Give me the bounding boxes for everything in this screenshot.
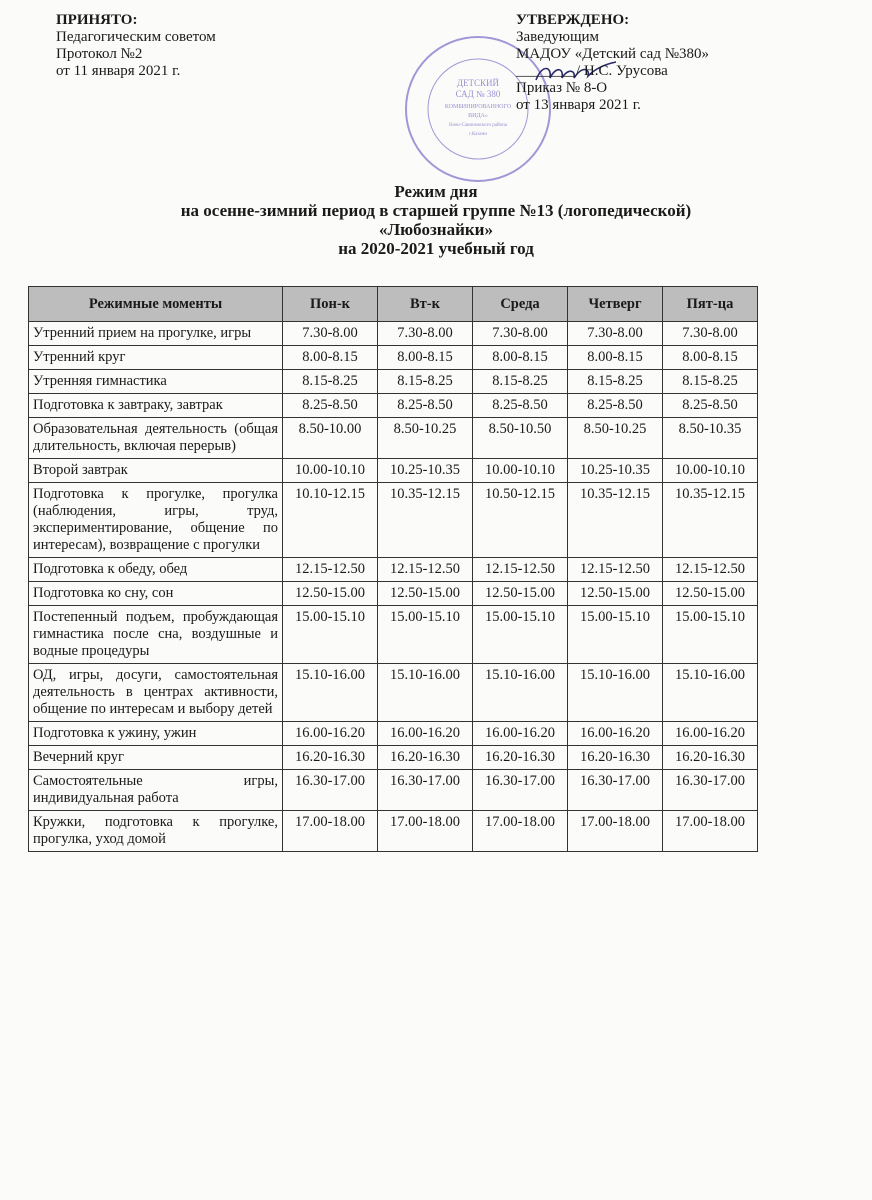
title-line: на осенне-зимний период в старшей группе №13 (логопедической)	[180, 201, 692, 220]
time-cell: 8.50-10.35	[663, 418, 758, 459]
time-cell: 12.50-15.00	[663, 582, 758, 606]
time-cell: 8.25-8.50	[663, 394, 758, 418]
time-cell: 17.00-18.00	[283, 811, 378, 852]
time-cell: 16.30-17.00	[663, 770, 758, 811]
time-cell: 12.50-15.00	[378, 582, 473, 606]
time-cell: 8.00-8.15	[568, 346, 663, 370]
time-cell: 16.20-16.30	[568, 746, 663, 770]
time-cell: 8.50-10.25	[378, 418, 473, 459]
activity-cell: Кружки, подготовка к прогулке, прогулка, уход домой	[29, 811, 283, 852]
title-line: Режим дня	[394, 182, 478, 201]
time-cell: 8.50-10.00	[283, 418, 378, 459]
time-cell: 16.30-17.00	[378, 770, 473, 811]
time-cell: 16.30-17.00	[283, 770, 378, 811]
activity-cell: Утренний прием на прогулке, игры	[29, 322, 283, 346]
time-cell: 16.00-16.20	[378, 722, 473, 746]
time-cell: 10.35-12.15	[378, 483, 473, 558]
time-cell: 17.00-18.00	[473, 811, 568, 852]
table-row	[29, 558, 758, 582]
time-cell: 15.10-16.00	[473, 664, 568, 722]
time-cell: 8.00-8.15	[283, 346, 378, 370]
approved-heading: УТВЕРЖДЕНО:	[516, 12, 630, 28]
time-cell: 10.10-12.15	[283, 483, 378, 558]
table-row	[29, 459, 758, 483]
time-cell: 8.00-8.15	[663, 346, 758, 370]
time-cell: 16.00-16.20	[663, 722, 758, 746]
time-cell: 7.30-8.00	[568, 322, 663, 346]
svg-text:САД № 380: САД № 380	[455, 89, 501, 99]
time-cell: 15.10-16.00	[283, 664, 378, 722]
svg-text:Ново-Савиновского района: Ново-Савиновского района	[448, 123, 508, 128]
time-cell: 16.30-17.00	[568, 770, 663, 811]
activity-cell: Подготовка к прогулке, прогулка (наблюдения, игры, труд, экспериментирование, общение по интересам), возвращение с прогулки	[29, 483, 283, 558]
column-header: Четверг	[568, 287, 663, 322]
time-cell: 16.20-16.30	[473, 746, 568, 770]
activity-cell: Образовательная деятельность (общая длительность, включая перерыв)	[29, 418, 283, 459]
table-row	[29, 582, 758, 606]
time-cell: 8.25-8.50	[283, 394, 378, 418]
time-cell: 12.15-12.50	[283, 558, 378, 582]
time-cell: 8.50-10.25	[568, 418, 663, 459]
time-cell: 7.30-8.00	[283, 322, 378, 346]
time-cell: 16.00-16.20	[568, 722, 663, 746]
time-cell: 15.00-15.10	[568, 606, 663, 664]
column-header: Вт-к	[378, 287, 473, 322]
time-cell: 7.30-8.00	[663, 322, 758, 346]
time-cell: 10.50-12.15	[473, 483, 568, 558]
time-cell: 17.00-18.00	[663, 811, 758, 852]
time-cell: 12.50-15.00	[473, 582, 568, 606]
svg-text:КОМБИНИРОВАННОГО: КОМБИНИРОВАННОГО	[444, 104, 512, 110]
time-cell: 10.00-10.10	[663, 459, 758, 483]
activity-cell: Подготовка к завтраку, завтрак	[29, 394, 283, 418]
time-cell: 10.25-10.35	[568, 459, 663, 483]
time-cell: 12.15-12.50	[568, 558, 663, 582]
time-cell: 17.00-18.00	[568, 811, 663, 852]
time-cell: 15.00-15.10	[378, 606, 473, 664]
approved-line: МАДОУ «Детский сад №380»	[516, 46, 710, 62]
time-cell: 12.15-12.50	[663, 558, 758, 582]
time-cell: 8.15-8.25	[568, 370, 663, 394]
title-line: «Любознайки»	[379, 220, 493, 239]
title-line: на 2020-2021 учебный год	[338, 239, 534, 258]
approved-block	[516, 12, 709, 114]
approved-line: Заведующим	[516, 29, 600, 45]
accepted-line: от 11 января 2021 г.	[56, 63, 181, 79]
table-row	[29, 811, 758, 852]
time-cell: 8.00-8.15	[473, 346, 568, 370]
accepted-line: Протокол №2	[56, 46, 143, 62]
time-cell: 12.50-15.00	[568, 582, 663, 606]
activity-cell: Второй завтрак	[29, 459, 283, 483]
time-cell: 8.25-8.50	[568, 394, 663, 418]
time-cell: 8.15-8.25	[283, 370, 378, 394]
table-row	[29, 606, 758, 664]
time-cell: 8.50-10.50	[473, 418, 568, 459]
approved-line: от 13 января 2021 г.	[516, 97, 641, 113]
table-header-row	[29, 287, 758, 322]
table-row	[29, 483, 758, 558]
document-title	[0, 182, 872, 258]
accepted-line: Педагогическим советом	[56, 29, 216, 45]
time-cell: 16.00-16.20	[283, 722, 378, 746]
time-cell: 10.25-10.35	[378, 459, 473, 483]
time-cell: 8.15-8.25	[663, 370, 758, 394]
table-row	[29, 722, 758, 746]
table-row	[29, 664, 758, 722]
column-header: Режимные моменты	[29, 287, 283, 322]
svg-text:ДЕТСКИЙ: ДЕТСКИЙ	[456, 78, 500, 88]
time-cell: 15.10-16.00	[378, 664, 473, 722]
time-cell: 15.10-16.00	[568, 664, 663, 722]
time-cell: 8.15-8.25	[473, 370, 568, 394]
svg-text:ВИДА»: ВИДА»	[468, 113, 488, 119]
column-header: Пон-к	[283, 287, 378, 322]
activity-cell: Подготовка к ужину, ужин	[29, 722, 283, 746]
table-row	[29, 370, 758, 394]
time-cell: 10.35-12.15	[663, 483, 758, 558]
time-cell: 10.00-10.10	[283, 459, 378, 483]
table-row	[29, 418, 758, 459]
table-row	[29, 322, 758, 346]
table-row	[29, 746, 758, 770]
time-cell: 12.50-15.00	[283, 582, 378, 606]
activity-cell: Подготовка ко сну, сон	[29, 582, 283, 606]
time-cell: 8.15-8.25	[378, 370, 473, 394]
column-header: Среда	[473, 287, 568, 322]
svg-text:г.Казани: г.Казани	[469, 132, 487, 137]
accepted-block	[56, 12, 216, 80]
activity-cell: Самостоятельные игры, индивидуальная работа	[29, 770, 283, 811]
time-cell: 12.15-12.50	[378, 558, 473, 582]
time-cell: 17.00-18.00	[378, 811, 473, 852]
activity-cell: Утренний круг	[29, 346, 283, 370]
table-row	[29, 770, 758, 811]
activity-cell: Утренняя гимнастика	[29, 370, 283, 394]
time-cell: 15.00-15.10	[663, 606, 758, 664]
time-cell: 7.30-8.00	[473, 322, 568, 346]
time-cell: 8.25-8.50	[378, 394, 473, 418]
schedule-table	[28, 286, 758, 852]
approved-line: ________/ Н.С. Урусова	[516, 63, 668, 79]
column-header: Пят-ца	[663, 287, 758, 322]
time-cell: 16.20-16.30	[283, 746, 378, 770]
accepted-heading: ПРИНЯТО:	[56, 12, 138, 28]
activity-cell: Подготовка к обеду, обед	[29, 558, 283, 582]
activity-cell: Постепенный подъем, пробуждающая гимнастика после сна, воздушные и водные процедуры	[29, 606, 283, 664]
time-cell: 8.25-8.50	[473, 394, 568, 418]
time-cell: 8.00-8.15	[378, 346, 473, 370]
time-cell: 16.20-16.30	[663, 746, 758, 770]
approved-line: Приказ № 8-О	[516, 80, 608, 96]
activity-cell: ОД, игры, досуги, самостоятельная деятельность в центрах активности, общение по интересам и выбору детей	[29, 664, 283, 722]
time-cell: 16.20-16.30	[378, 746, 473, 770]
activity-cell: Вечерний круг	[29, 746, 283, 770]
time-cell: 15.00-15.10	[473, 606, 568, 664]
time-cell: 7.30-8.00	[378, 322, 473, 346]
time-cell: 10.35-12.15	[568, 483, 663, 558]
time-cell: 12.15-12.50	[473, 558, 568, 582]
table-row	[29, 346, 758, 370]
time-cell: 16.00-16.20	[473, 722, 568, 746]
table-row	[29, 394, 758, 418]
time-cell: 10.00-10.10	[473, 459, 568, 483]
time-cell: 15.00-15.10	[283, 606, 378, 664]
time-cell: 15.10-16.00	[663, 664, 758, 722]
time-cell: 16.30-17.00	[473, 770, 568, 811]
